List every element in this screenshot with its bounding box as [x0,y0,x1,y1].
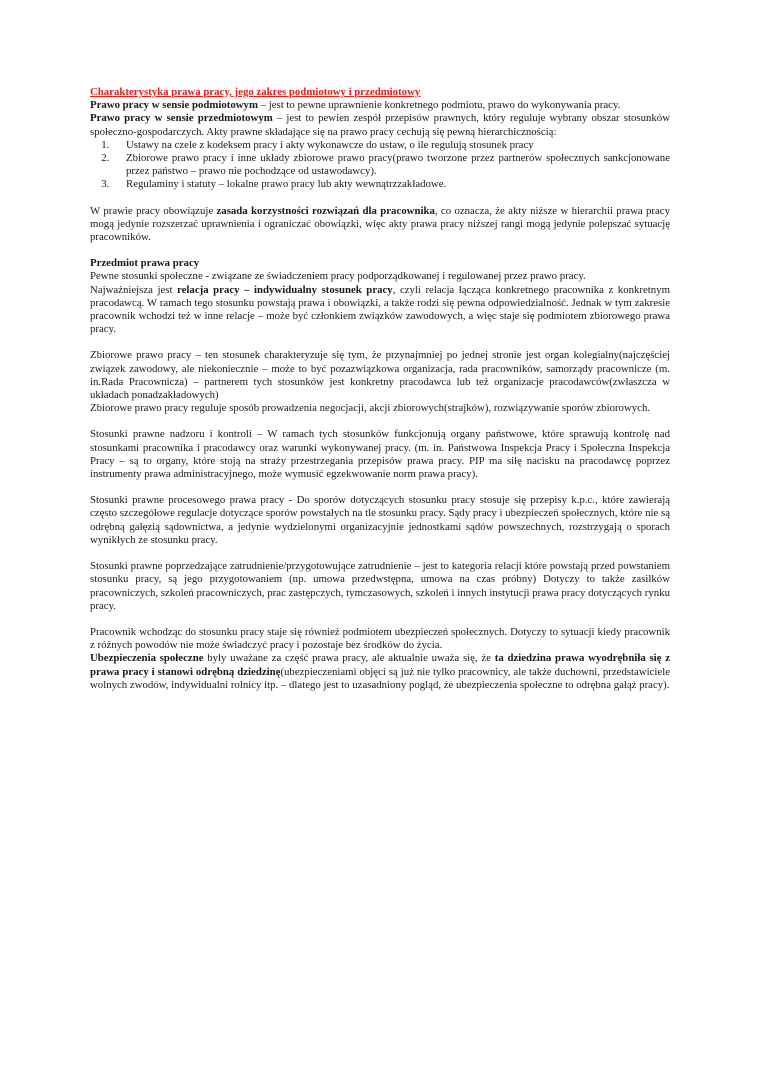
paragraph-social-insurance-subject: Pracownik wchodząc do stosunku pracy staje się również podmiotem ubezpieczeń społecznych. Dotyczy to sytuacji kiedy pracownik z różnych powodów nie może świadczyć pracy i pozostaje bez środków do życia. [90,625,670,652]
term-employment-relation: relacja pracy – indywidualny stosunek pracy [177,283,393,296]
list-item: 1. Ustawy na czele z kodeksem pracy i akty wykonawcze do ustaw, o ile regulują stosunek pracy [112,139,670,152]
paragraph-subjective-sense: Prawo pracy w sensie podmiotowym – jest to pewne uprawnienie konkretnego podmiotu, prawo do wykonywania pracy. [90,99,621,112]
list-item: 2. Zbiorowe prawo pracy i inne układy zbiorowe prawo pracy(prawo tworzone przez partnerów społecznych sankcjonowane przez państwo – prawo nie pochodzące od ustawodawcy). [112,152,670,178]
paragraph-employment-relation: Najważniejsza jest relacja pracy – indywidualny stosunek pracy, czyli relacja łącząca konkretnego pracownika z konkretnym pracodawcą. W ramach tego stosunku powstają prawa i obowiązki, a także rodzi się pewna odpowiedzialność. Jednak w tym zakresie pracownik wchodzi też w inne relacje – może być członkiem związków zawodowych, a więc staje się podmiotem zbiorowego prawa pracy. [90,283,670,336]
paragraph-collective-law: Zbiorowe prawo pracy – ten stosunek charakteryzuje się tym, że przynajmniej po jednej stronie jest organ kolegialny(najczęściej związek zawodowy, ale niekoniecznie – może to być pozazwiązkowa organizacja, rada pracowników, samorządy pracownicze (m. in.Rada Pracownicza) – partnerem tych stosunków jest konkretny pracodawca lub też organizacje pracodawców(zwłaszcza w układach ponadzakładowych) [90,349,670,402]
paragraph-collective-scope: Zbiorowe prawo pracy reguluje sposób prowadzenia negocjacji, akcji zbiorowych(strajków), rozwiązywanie sporów zbiorowych. [90,402,651,415]
term-subjective: Prawo pracy w sensie podmiotowym [90,99,258,112]
list-item: 3. Regulaminy i statuty – lokalne prawo pracy lub akty wewnątrzzakładowe. [112,178,670,191]
paragraph-social-insurance: Ubezpieczenia społeczne były uważane za część prawa pracy, ale aktualnie uważa się, że ta dziedzina prawa wyodrębniła się z prawa pracy i stanowi odrębną dziedzinę(ubezpieczeniami objęci są już nie tylko pracownicy, ale także duchowni, przedstawiciele wolnych zwodów, indywidualni rolnicy itp. – dlatego jest to uzasadniony pogląd, że ubezpieczenia społeczne to odrębna gałąź pracy). [90,652,671,691]
hierarchy-list [90,139,670,192]
paragraph-procedural: Stosunki prawne procesowego prawa pracy - Do sporów dotyczących stosunku pracy stosuje się przepisy k.p.c., które zawierają często szczegółowe regulacje dotyczące sporów powstałych na tle stosunku pracy. Sądy pracy i ubezpieczeń społecznych, które nie są odrębną gałęzią sądownictwa, a jedynie wydzielonymi organizacyjnie jednostkami sądów powszechnych, rozstrzygają o sporach wynikłych ze stosunku pracy. [90,494,670,546]
document-title: Charakterystyka prawa pracy, jego zakres podmiotowy i przedmiotowy [90,86,421,98]
paragraph-favorability-principle: W prawie pracy obowiązuje zasada korzystności rozwiązań dla pracownika, co oznacza, że akty niższe w hierarchii prawa pracy mogą jedynie rozszerzać uprawnienia i ograniczać obowiązki, więc akty prawa pracy niższej rangi mogą jedynie polepszać sytuację pracowników. [90,204,670,244]
paragraph-objective-sense: Prawo pracy w sensie przedmiotowym – jest to pewien zespół przepisów prawnych, który reguluje wybrany obszar stosunków społeczno-gospodarczych. Akty prawne składające się na prawo pracy cechują się pewną hierarchicznością: [90,112,670,138]
paragraph-supervision: Stosunki prawne nadzoru i kontroli – W ramach tych stosunków funkcjonują organy państwowe, które sprawują kontrolę nad stosunkami pracownika i pracodawcy oraz warunki wykonywanej pracy. (m. in. Państwowa Inspekcja Pracy i Społeczna Inspekcja Pracy – są to organy, które stoją na straży przestrzegania przepisów prawa pracy. PIP ma siłę nacisku na pracodawcę poprzez instrumenty prawa administracyjnego, może wymusić egzekwowanie norm prawa pracy). [90,428,670,481]
term-separate-field: ta dziedzina prawa wyodrębniła się z prawa pracy i stanowi odrębną dziedzinę [90,652,670,678]
term-objective: Prawo pracy w sensie przedmiotowym [90,112,273,125]
term-favorability: zasada korzystności rozwiązań dla pracownika [216,204,435,217]
document-page [90,86,670,692]
section-heading-subject: Przedmiot prawa pracy [90,257,200,270]
paragraph-subject-line: Pewne stosunki społeczne - związane ze świadczeniem pracy podporządkowanej i regulowanej przez prawo pracy. [90,270,586,283]
paragraph-preceding-employment: Stosunki prawne poprzedzające zatrudnienie/przygotowujące zatrudnienie – jest to kategoria relacji które powstają przed powstaniem stosunku pracy, są jego przygotowaniem (np. umowa przedwstępna, umowa na czas próbny) Dotyczy to także zasiłków pracowniczych, szkoleń pracowniczych, prac zastępczych, tymczasowych, szkoleń i innych instytucji prawa pracy dotyczących rynku pracy. [90,560,670,612]
term-social-insurance: Ubezpieczenia społeczne [90,652,204,665]
